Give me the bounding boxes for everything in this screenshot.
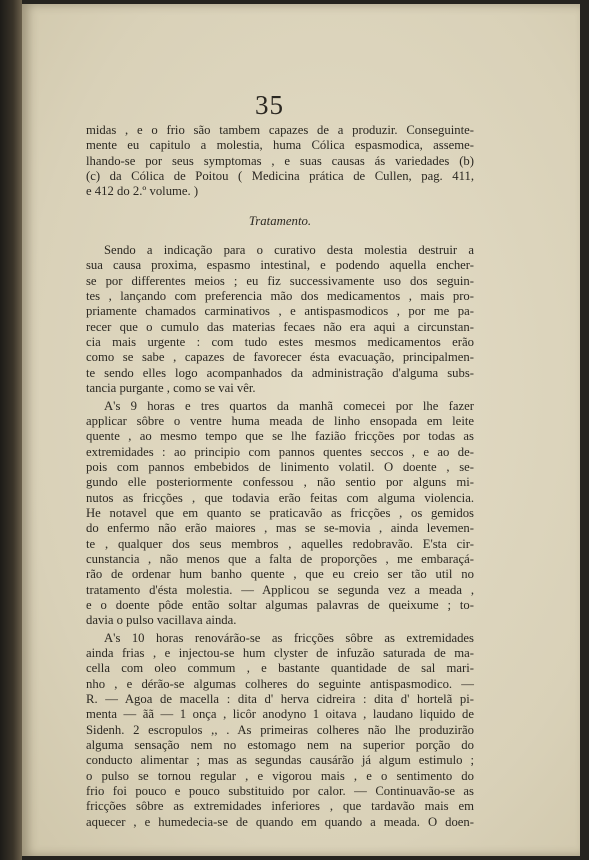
text-line: o pulso se tornou regular , e vigorou mais , e o sentimento do: [86, 768, 474, 783]
text-line: rão de ordenar hum banho quente , que eu creio ser tão util no: [86, 567, 474, 582]
text-line: menta — ãã — 1 onça , licôr anodyno 1 oitava , laudano liquido de: [86, 707, 474, 722]
text-line: A's 9 horas e tres quartos da manhã comecei por lhe fazer: [104, 398, 474, 413]
text-line: fricções sôbre as extremidades inferiores , que tardavão mais em: [86, 799, 474, 814]
text-line: A's 10 horas renovárão-se as fricções sôbre as extremidades: [104, 630, 474, 645]
text-line: gundo elle posteriormente confessou , não sentio por alguns mi-: [86, 475, 474, 490]
page-number: 35: [255, 90, 284, 120]
paragraph-1: [86, 123, 474, 200]
text-line: se por differentes meios ; eu fiz successivamente uso dos seguin-: [86, 273, 474, 288]
text-line: tes , lançando com preferencia mão dos medicamentos , mais pro-: [86, 289, 474, 304]
text-line: Sidenh. 2 escropulos ,, . As primeiras colheres não lhe produzirão: [86, 722, 474, 737]
book-page: [22, 4, 580, 856]
book-gutter: [0, 0, 22, 860]
text-line: nho , e dérão-se algumas colheres do seguinte antispasmodico. —: [86, 676, 474, 691]
text-line: conducto alimentar ; mas as segundas causárão já algum estimulo ;: [86, 753, 474, 768]
text-line: te , qualquer dos seus membros , aquelles redobravão. E'sta cir-: [86, 536, 474, 551]
text-line: applicar sôbre o ventre huma meada de linho ensopada em leite: [86, 413, 474, 428]
text-line: priamente chamados carminativos , e antispasmodicos , por me pa-: [86, 304, 474, 319]
text-line: extremidades : ao principio com pannos quentes seccos , e ao de-: [86, 444, 474, 459]
text-line: do enfermo não erão maiores , mas se se-movia , ainda levemen-: [86, 521, 474, 536]
text-line: cella com oleo commum , e bastante quantidade de sal mari-: [86, 661, 474, 676]
text-line: nutos as fricções , que todavia erão feitas com alguma violencia.: [86, 490, 474, 505]
text-line: te sendo elles logo acompanhados da administração d'alguma subs-: [86, 365, 474, 380]
text-line: mente eu capitulo a molestia, huma Cólica espasmodica, asseme-: [86, 138, 474, 153]
text-line: sua causa proxima, espasmo intestinal, e podendo aquella encher-: [86, 258, 474, 273]
section-heading: Tratamento.: [248, 213, 312, 228]
text-line: cia mais urgente : com tudo estes mesmos medicamentos erão: [86, 335, 474, 350]
text-line: recer que o cumulo das materias fecaes não era aqui a circunstan-: [86, 319, 474, 334]
text-line: como se sabe , capazes de favorecer ésta evacuação, principalmen-: [86, 350, 474, 365]
text-line: e o doente pôde então soltar algumas palavras de queixume ; to-: [86, 597, 474, 612]
text-line: quente , ao mesmo tempo que se lhe fazião fricções por todas as: [86, 429, 474, 444]
text-line: davia o pulso vacillava ainda.: [86, 613, 237, 628]
text-line: ainda frias , e injectou-se hum clyster de infuzão saturada de ma-: [86, 646, 474, 660]
paragraph-4: [86, 631, 474, 830]
text-line: tancia purgante , como se vai vêr.: [86, 381, 256, 396]
text-line: pois com pannos embebidos de linimento volatil. O doente , se-: [86, 459, 474, 474]
text-line: He notavel que em quanto se praticavão as fricções , os gemidos: [86, 505, 474, 520]
text-line: midas , e o frio são tambem capazes de a produzir. Conseguinte-: [86, 123, 474, 137]
text-line: tratamento d'ésta molestia. — Applicou se segunda vez a meada ,: [86, 582, 474, 597]
text-line: aquecer , e humedecia-se de quando em quando a meada. O doen-: [86, 814, 474, 829]
text-line: cunstancia , não menos que a falta de proporções , me embaraçá-: [86, 551, 474, 566]
page-body: [86, 123, 474, 830]
text-line: frio foi pouco e pouco substituido por calor. — Continuavão-se as: [86, 784, 474, 799]
text-line: Sendo a indicação para o curativo desta molestia destruir a: [104, 243, 474, 258]
text-line: R. — Agoa de macella : dita d' herva cidreira : dita d' hortelã pi-: [86, 692, 474, 707]
text-line: (c) da Cólica de Poitou ( Medicina prática de Cullen, pag. 411,: [86, 169, 474, 184]
paragraph-3: [86, 399, 474, 629]
text-line: lhando-se por seus symptomas , e suas causas ás variedades (b): [86, 153, 474, 168]
paragraph-2: [86, 243, 474, 396]
text-line: e 412 do 2.º volume. ): [86, 184, 199, 199]
text-line: alguma sensação nem no estomago nem na superior porção do: [86, 738, 474, 753]
